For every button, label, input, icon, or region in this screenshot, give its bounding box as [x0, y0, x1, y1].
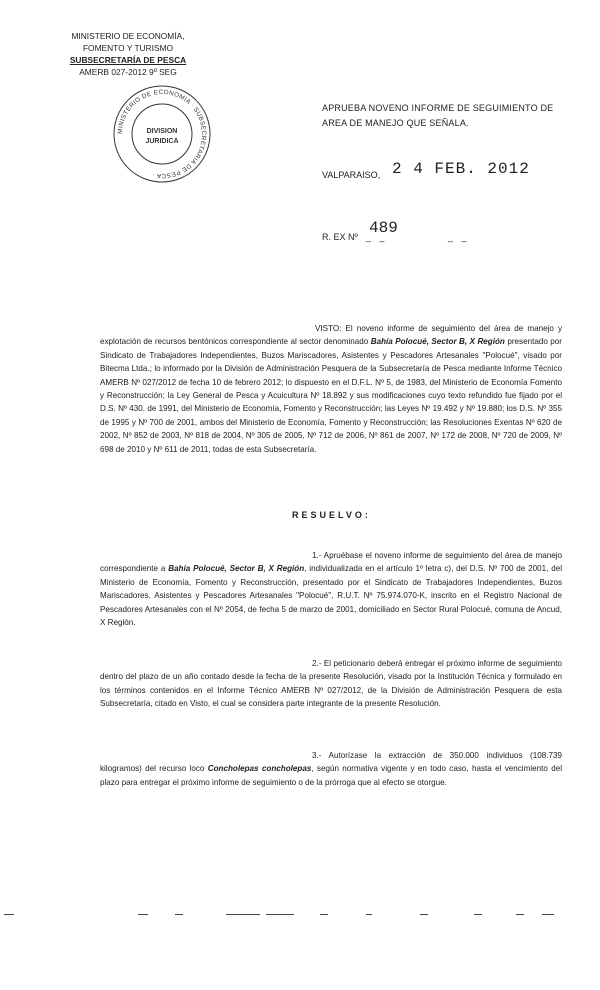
visto-place: Bahía Polocué, Sector B, X Región	[370, 337, 505, 347]
resolution-item-1	[100, 549, 562, 629]
header-line-reference: AMERB 027-2012 9º SEG	[79, 67, 177, 77]
stamp-outer-text: MINISTERIO DE ECONOMIA · SUBSECRETARIA DE PESCA ·	[116, 88, 208, 180]
visto-lead: VISTO:	[315, 324, 342, 333]
resolution-label: R. EX Nº	[322, 232, 358, 242]
header-line-ministry: MINISTERIO DE ECONOMÍA,	[71, 31, 185, 41]
city-label: VALPARAISO,	[322, 170, 381, 180]
visto-text-1: El noveno informe de seguimiento del área de manejo y explotación de recursos bentónicos correspondiente al sector denominado	[100, 324, 562, 347]
item3-text-2: , según normativa vigente y en todo caso, hasta el vencimiento del plazo para entregar el próximo informe de seguimiento o de la prórroga que al efecto se otorgue.	[100, 764, 562, 787]
division-juridica-stamp	[110, 82, 214, 186]
item1-text-2: , individualizada en el artículo 1º letra c), del D.S. Nº 700 de 2001, del Ministerio de Economía, Fomento y Reconstrucción, presentado por el Sindicato de Trabajadores Independientes, Buzos Mariscadores, Asistentes y Pescadores Artesanales "Polocué", R.U.T. Nº 75.974.070-K, inscrito en el Registro Nacional de Pescadores Artesanales con el Nº 2054, de fecha 5 de marzo de 2001, domiciliado en Sector Rural Polocué, comuna de Ancud, X Región.	[100, 564, 563, 628]
item3-text-1: 3.- Autorízase la extracción de 350.000 individuos (108.739 kilogramos) del recurso loco	[100, 751, 562, 774]
item2-text: 2.- El peticionario deberá entregar el próximo informe de seguimiento dentro del plazo de un año contado desde la fecha de la presente Resolución, visado por la Institución Técnica y formulado en los términos contenidos en el Informe Técnico AMERB Nº 027/2012, de la División de Administración Pesquera de esta Subsecretaría, citado en Visto, el cual se considera parte integrante de la presente Resolución.	[100, 659, 562, 709]
header-line-fomento: FOMENTO Y TURISMO	[82, 43, 174, 53]
stamped-date: 2 4 FEB. 2012	[392, 160, 530, 178]
resolution-item-3	[100, 749, 562, 789]
resolution-item-2	[100, 657, 562, 711]
visto-paragraph	[100, 322, 562, 456]
resuelvo-heading: RESUELVO:	[292, 510, 371, 520]
document-subject: APRUEBA NOVENO INFORME DE SEGUIMIENTO DE AREA DE MANEJO QUE SEÑALA.	[322, 103, 554, 128]
footer-scan-marks	[0, 910, 600, 920]
ministry-header	[58, 30, 198, 78]
stamp-inner-line1: DIVISION	[146, 128, 178, 135]
visto-text-2: presentado por Sindicato de Trabajadores Independientes, Buzos Mariscadores, Asistentes y Pescadores Artesanales "Polocué", visado por Bitecma Ltda.; lo informado por la División de Administración Pesquera de la Subsecretaría de Pesca mediante Informe Técnico AMERB Nº 027/2012 de fecha 10 de febrero 2012; lo dispuesto en el D.F.L. Nº 5, de 1983, del Ministerio de Economía Fomento y Reconstrucción; la Ley General de Pesca y Acuicultura Nº 18.892 y sus modificaciones cuyo texto refundido fue fijado por el D.S. Nº 430, de 1991, del Ministerio de Economía, Fomento y Reconstrucción; las Leyes Nº 19.492 y Nº 19.880; los D.S. Nº 355 de 1995 y Nº 700 de 2001, ambos del Ministerio de Economía, Fomento y Reconstrucción; las Resoluciones Exentas Nº 620 de 2002, Nº 852 de 2003, Nº 818 de 2004, Nº 305 de 2005, Nº 712 de 2006, Nº 861 de 2007, Nº 172 de 2008, Nº 720 de 2009, Nº 698 de 2010 y Nº 611 de 2011, todas de esta Subsecretaría.	[100, 337, 563, 454]
item1-text-1: 1.- Apruébase el noveno informe de seguimiento del área de manejo correspondiente a	[100, 551, 562, 574]
dateline	[322, 160, 530, 180]
stamp-inner-line2: JURIDICA	[145, 138, 179, 145]
resolution-number-line: R. EX Nº _ _ _ _ 489	[322, 219, 470, 242]
resolution-number: 489	[369, 219, 398, 237]
header-line-subsecretaria: SUBSECRETARÍA DE PESCA	[69, 55, 187, 65]
item1-place: Bahía Polocué, Sector B, X Región	[168, 564, 305, 574]
item3-species: Concholepas concholepas	[207, 764, 312, 774]
